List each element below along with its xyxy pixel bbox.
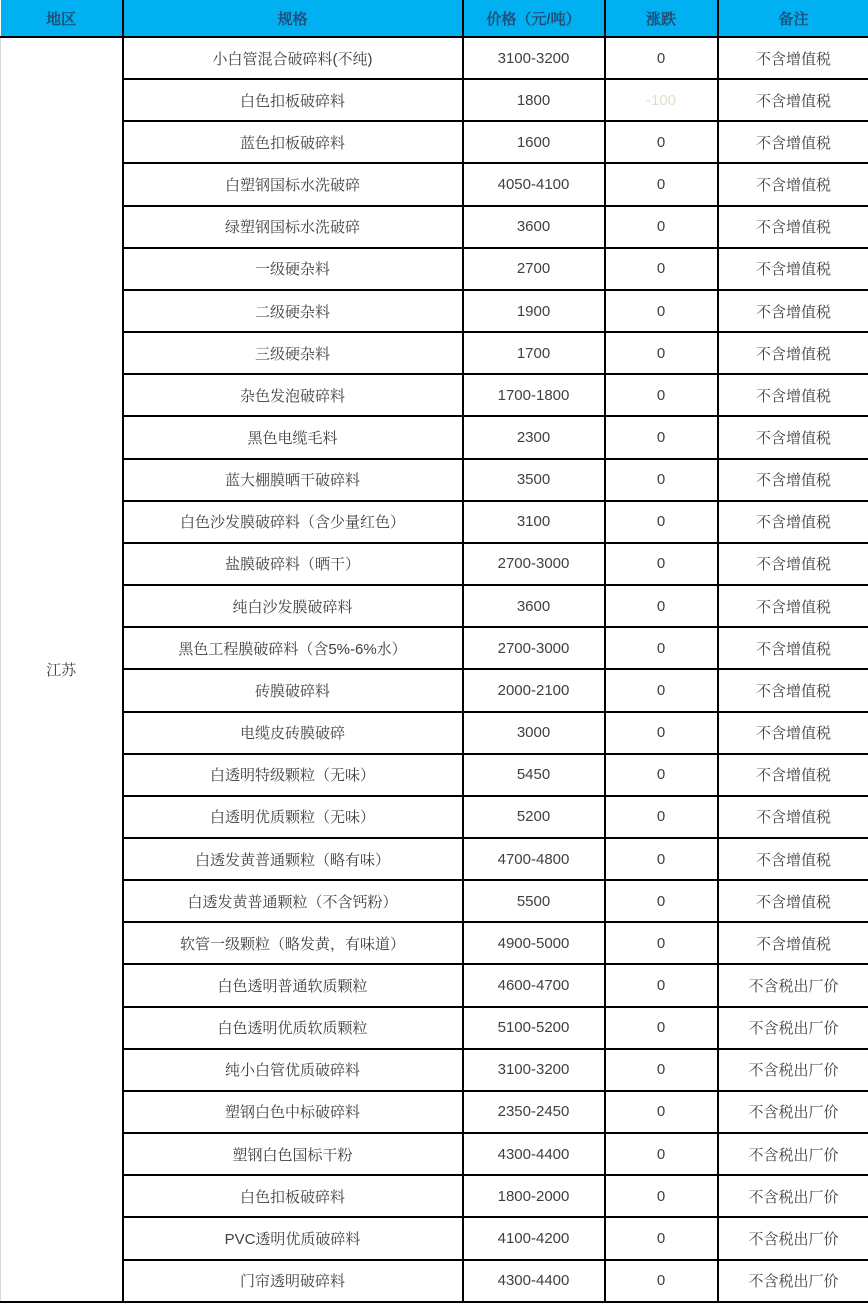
table-row xyxy=(1,1217,868,1259)
cell-spec: 电缆皮砖膜破碎 xyxy=(123,712,463,754)
table-row xyxy=(1,79,868,121)
table-row xyxy=(1,922,868,964)
cell-change: 0 xyxy=(605,1133,718,1175)
cell-price: 2000-2100 xyxy=(463,669,605,711)
cell-price: 2350-2450 xyxy=(463,1091,605,1133)
cell-change: 0 xyxy=(605,712,718,754)
column-header-spec: 规格 xyxy=(123,0,463,37)
cell-price: 2700-3000 xyxy=(463,627,605,669)
cell-spec: 白透发黄普通颗粒（略有味） xyxy=(123,838,463,880)
column-header-change: 涨跌 xyxy=(605,0,718,37)
cell-price: 1800 xyxy=(463,79,605,121)
cell-price: 5100-5200 xyxy=(463,1007,605,1049)
cell-change: 0 xyxy=(605,163,718,205)
cell-spec: 蓝色扣板破碎料 xyxy=(123,121,463,163)
cell-spec: 白透明特级颗粒（无味） xyxy=(123,754,463,796)
table-row xyxy=(1,374,868,416)
table-body xyxy=(1,37,868,1302)
table-row xyxy=(1,501,868,543)
cell-price: 5200 xyxy=(463,796,605,838)
cell-note: 不含增值税 xyxy=(718,332,868,374)
table-row xyxy=(1,1260,868,1302)
table-row xyxy=(1,669,868,711)
cell-change: 0 xyxy=(605,206,718,248)
table-row xyxy=(1,585,868,627)
table-row xyxy=(1,416,868,458)
cell-spec: 杂色发泡破碎料 xyxy=(123,374,463,416)
cell-spec: 一级硬杂料 xyxy=(123,248,463,290)
cell-spec: PVC透明优质破碎料 xyxy=(123,1217,463,1259)
table-row xyxy=(1,964,868,1006)
column-header-price: 价格（元/吨） xyxy=(463,0,605,37)
table-row xyxy=(1,290,868,332)
cell-spec: 白透发黄普通颗粒（不含钙粉） xyxy=(123,880,463,922)
cell-price: 3100-3200 xyxy=(463,1049,605,1091)
cell-spec: 塑钢白色国标干粉 xyxy=(123,1133,463,1175)
cell-note: 不含增值税 xyxy=(718,754,868,796)
cell-price: 3600 xyxy=(463,206,605,248)
cell-price: 4600-4700 xyxy=(463,964,605,1006)
cell-change: -100 xyxy=(605,79,718,121)
cell-change: 0 xyxy=(605,501,718,543)
cell-note: 不含增值税 xyxy=(718,922,868,964)
cell-spec: 绿塑钢国标水洗破碎 xyxy=(123,206,463,248)
cell-note: 不含增值税 xyxy=(718,121,868,163)
cell-change: 0 xyxy=(605,416,718,458)
cell-change: 0 xyxy=(605,1007,718,1049)
cell-price: 2300 xyxy=(463,416,605,458)
cell-price: 4900-5000 xyxy=(463,922,605,964)
cell-price: 1600 xyxy=(463,121,605,163)
cell-note: 不含增值税 xyxy=(718,880,868,922)
table-row xyxy=(1,754,868,796)
table-row xyxy=(1,1091,868,1133)
cell-spec: 软管一级颗粒（略发黄，有味道） xyxy=(123,922,463,964)
cell-change: 0 xyxy=(605,585,718,627)
table-row xyxy=(1,796,868,838)
cell-spec: 砖膜破碎料 xyxy=(123,669,463,711)
cell-change: 0 xyxy=(605,37,718,79)
table-row xyxy=(1,248,868,290)
cell-price: 3100-3200 xyxy=(463,37,605,79)
cell-price: 3600 xyxy=(463,585,605,627)
column-header-note: 备注 xyxy=(718,0,868,37)
cell-note: 不含增值税 xyxy=(718,712,868,754)
cell-change: 0 xyxy=(605,248,718,290)
cell-spec: 黑色电缆毛料 xyxy=(123,416,463,458)
cell-note: 不含增值税 xyxy=(718,459,868,501)
cell-spec: 白色扣板破碎料 xyxy=(123,79,463,121)
cell-note: 不含税出厂价 xyxy=(718,1091,868,1133)
cell-change: 0 xyxy=(605,1260,718,1302)
cell-spec: 白塑钢国标水洗破碎 xyxy=(123,163,463,205)
cell-price: 1700-1800 xyxy=(463,374,605,416)
table-row xyxy=(1,1007,868,1049)
cell-note: 不含增值税 xyxy=(718,796,868,838)
table-row xyxy=(1,880,868,922)
table-row xyxy=(1,206,868,248)
cell-note: 不含税出厂价 xyxy=(718,964,868,1006)
cell-note: 不含增值税 xyxy=(718,627,868,669)
table-row xyxy=(1,1133,868,1175)
cell-price: 2700 xyxy=(463,248,605,290)
cell-spec: 三级硬杂料 xyxy=(123,332,463,374)
cell-spec: 蓝大棚膜晒干破碎料 xyxy=(123,459,463,501)
cell-spec: 二级硬杂料 xyxy=(123,290,463,332)
cell-spec: 白色扣板破碎料 xyxy=(123,1175,463,1217)
table-row xyxy=(1,459,868,501)
cell-change: 0 xyxy=(605,796,718,838)
cell-change: 0 xyxy=(605,1049,718,1091)
table-row xyxy=(1,712,868,754)
cell-spec: 盐膜破碎料（晒干） xyxy=(123,543,463,585)
cell-price: 1900 xyxy=(463,290,605,332)
cell-change: 0 xyxy=(605,459,718,501)
table-row xyxy=(1,838,868,880)
header-row xyxy=(1,0,868,37)
cell-note: 不含增值税 xyxy=(718,416,868,458)
table-row xyxy=(1,37,868,79)
cell-note: 不含税出厂价 xyxy=(718,1217,868,1259)
cell-note: 不含增值税 xyxy=(718,669,868,711)
cell-spec: 小白管混合破碎料(不纯) xyxy=(123,37,463,79)
table-row xyxy=(1,1175,868,1217)
cell-change: 0 xyxy=(605,543,718,585)
cell-note: 不含增值税 xyxy=(718,374,868,416)
cell-change: 0 xyxy=(605,121,718,163)
cell-price: 4300-4400 xyxy=(463,1133,605,1175)
cell-change: 0 xyxy=(605,669,718,711)
cell-price: 5500 xyxy=(463,880,605,922)
cell-change: 0 xyxy=(605,290,718,332)
column-header-region: 地区 xyxy=(1,0,123,37)
table-header xyxy=(1,0,868,37)
cell-change: 0 xyxy=(605,627,718,669)
cell-spec: 门帘透明破碎料 xyxy=(123,1260,463,1302)
cell-change: 0 xyxy=(605,1091,718,1133)
region-cell: 江苏 xyxy=(1,37,123,1302)
cell-spec: 白透明优质颗粒（无味） xyxy=(123,796,463,838)
cell-note: 不含增值税 xyxy=(718,79,868,121)
cell-note: 不含增值税 xyxy=(718,290,868,332)
cell-note: 不含税出厂价 xyxy=(718,1260,868,1302)
cell-change: 0 xyxy=(605,922,718,964)
cell-price: 1700 xyxy=(463,332,605,374)
cell-change: 0 xyxy=(605,374,718,416)
cell-note: 不含税出厂价 xyxy=(718,1007,868,1049)
cell-spec: 黑色工程膜破碎料（含5%-6%水） xyxy=(123,627,463,669)
cell-price: 5450 xyxy=(463,754,605,796)
cell-price: 3100 xyxy=(463,501,605,543)
cell-change: 0 xyxy=(605,964,718,1006)
cell-note: 不含增值税 xyxy=(718,37,868,79)
cell-price: 4050-4100 xyxy=(463,163,605,205)
cell-note: 不含增值税 xyxy=(718,501,868,543)
cell-note: 不含增值税 xyxy=(718,585,868,627)
table-row xyxy=(1,332,868,374)
cell-spec: 白色透明优质软质颗粒 xyxy=(123,1007,463,1049)
cell-spec: 纯白沙发膜破碎料 xyxy=(123,585,463,627)
cell-change: 0 xyxy=(605,332,718,374)
cell-spec: 白色透明普通软质颗粒 xyxy=(123,964,463,1006)
table-row xyxy=(1,121,868,163)
cell-price: 3500 xyxy=(463,459,605,501)
cell-spec: 白色沙发膜破碎料（含少量红色） xyxy=(123,501,463,543)
cell-change: 0 xyxy=(605,880,718,922)
table-row xyxy=(1,627,868,669)
table-row xyxy=(1,1049,868,1091)
cell-note: 不含税出厂价 xyxy=(718,1175,868,1217)
cell-price: 4700-4800 xyxy=(463,838,605,880)
cell-spec: 纯小白管优质破碎料 xyxy=(123,1049,463,1091)
cell-change: 0 xyxy=(605,754,718,796)
cell-note: 不含增值税 xyxy=(718,248,868,290)
cell-note: 不含税出厂价 xyxy=(718,1049,868,1091)
cell-note: 不含增值税 xyxy=(718,163,868,205)
cell-price: 3000 xyxy=(463,712,605,754)
cell-price: 4100-4200 xyxy=(463,1217,605,1259)
table-row xyxy=(1,163,868,205)
cell-price: 4300-4400 xyxy=(463,1260,605,1302)
cell-price: 2700-3000 xyxy=(463,543,605,585)
cell-note: 不含增值税 xyxy=(718,206,868,248)
cell-price: 1800-2000 xyxy=(463,1175,605,1217)
cell-change: 0 xyxy=(605,838,718,880)
cell-change: 0 xyxy=(605,1217,718,1259)
cell-note: 不含增值税 xyxy=(718,543,868,585)
cell-note: 不含税出厂价 xyxy=(718,1133,868,1175)
cell-spec: 塑钢白色中标破碎料 xyxy=(123,1091,463,1133)
cell-note: 不含增值税 xyxy=(718,838,868,880)
table-row xyxy=(1,543,868,585)
cell-change: 0 xyxy=(605,1175,718,1217)
